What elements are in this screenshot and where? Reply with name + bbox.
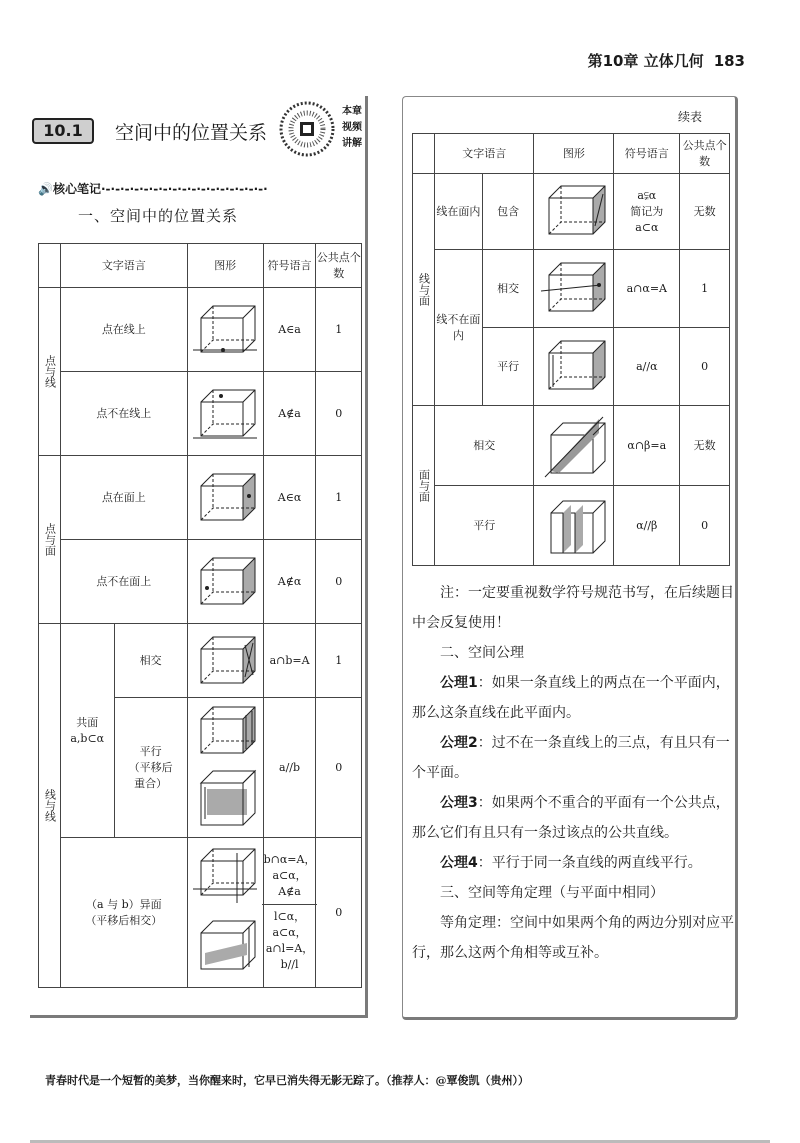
equal-angle-theorem: 等角定理：空间中如果两个角的两边分别对应平行，那么这两个角相等或互补。: [412, 915, 734, 961]
row-text: 点在线上: [60, 288, 187, 372]
heading-axioms: 二、空间公理: [440, 645, 524, 661]
cube-line-in-plane-figure: [539, 180, 609, 244]
cube-point-on-plane-figure: [191, 468, 259, 528]
figure-cell: [187, 540, 263, 624]
symbol-cell: A∈α: [263, 456, 316, 540]
group-point-plane: 点与面: [39, 456, 61, 624]
header-figure: 图形: [187, 244, 263, 288]
figure-cell: [534, 250, 614, 328]
contain-label: 包含: [482, 174, 534, 250]
left-table: [38, 243, 362, 988]
figure-cell: [534, 486, 614, 566]
count-cell: 1: [316, 456, 362, 540]
cube-lines-skew-figure: [191, 843, 259, 983]
count-cell: 无数: [680, 406, 730, 486]
planes-intersect-figure: [539, 411, 609, 481]
group-point-line: 点与线: [39, 288, 61, 456]
cube-point-off-line-figure: [191, 384, 259, 444]
section-number: 10.1: [32, 118, 94, 144]
symbol-cell: a∩α=A: [614, 250, 680, 328]
figure-cell: [187, 288, 263, 372]
figure-cell: [534, 406, 614, 486]
footer-quote: 青春时代是一个短暂的美梦，当你醒来时，它早已消失得无影无踪了。（推荐人：@覃俊凯（贵州））: [45, 1074, 529, 1087]
parallel-label: 平行 （平移后 重合）: [114, 698, 187, 838]
chapter-label: 第10章: [587, 52, 639, 70]
pp-intersect-label: 相交: [434, 406, 534, 486]
figure-cell: [187, 456, 263, 540]
symbol-cell: A∉α: [263, 540, 316, 624]
row-text: 点不在面上: [60, 540, 187, 624]
count-cell: 无数: [680, 174, 730, 250]
symbol-cell: A∉a: [263, 372, 316, 456]
in-plane-label: 线在面内: [434, 174, 482, 250]
count-cell: 1: [316, 624, 362, 698]
figure-cell: [534, 328, 614, 406]
header-count: 公共点个数: [680, 134, 730, 174]
header-figure: 图形: [534, 134, 614, 174]
count-cell: 0: [316, 838, 362, 988]
cube-line-parallel-plane-figure: [539, 335, 609, 399]
figure-cell: [187, 698, 263, 838]
cube-line-point-figure: [191, 300, 259, 360]
pp-parallel-label: 平行: [434, 486, 534, 566]
count-cell: 1: [316, 288, 362, 372]
not-in-plane-label: 线不在面内: [434, 250, 482, 406]
symbol-cell: A∈a: [263, 288, 316, 372]
heading-equal-angle: 三、空间等角定理（与平面中相同）: [440, 885, 664, 901]
axiom-1: 公理1：如果一条直线上的两点在一个平面内，那么这条直线在此平面内。: [412, 675, 730, 721]
group-line-line: 线与线: [39, 624, 61, 988]
figure-cell: [534, 174, 614, 250]
intersect-label: 相交: [482, 250, 534, 328]
planes-parallel-figure: [539, 491, 609, 561]
count-cell: 1: [680, 250, 730, 328]
symbol-cell: a//α: [614, 328, 680, 406]
row-text: 点在面上: [60, 456, 187, 540]
cube-line-intersect-plane-figure: [539, 257, 609, 321]
video-label: 本章 视频 讲解: [342, 106, 362, 149]
group-plane-plane: 面与面: [413, 406, 435, 566]
symbol-cell: a//b: [263, 698, 316, 838]
symbol-cell: α//β: [614, 486, 680, 566]
count-cell: 0: [316, 540, 362, 624]
heading-position-relations: 一、空间中的位置关系: [78, 207, 239, 225]
contain-symbol: a⫋α 简记为 a⊂α: [614, 174, 680, 250]
chapter-title: 立体几何: [643, 52, 704, 70]
axiom-3: 公理3：如果两个不重合的平面有一个公共点，那么它们有且只有一条过该点的公共直线。: [412, 795, 730, 841]
intersect-label: 相交: [114, 624, 187, 698]
page-header: [588, 50, 745, 71]
coplanar-cell: 共面 a,b⊂α: [60, 624, 114, 838]
figure-cell: [187, 838, 263, 988]
body-text: [412, 578, 737, 968]
axiom-2: 公理2：过不在一条直线上的三点，有且只有一个平面。: [412, 735, 730, 781]
skew-label: （a 与 b）异面 （平移后相交）: [60, 838, 187, 988]
axiom-4: 公理4：平行于同一条直线的两直线平行。: [440, 855, 702, 871]
count-cell: 0: [680, 328, 730, 406]
figure-cell: [187, 372, 263, 456]
cube-lines-parallel-figure: [191, 703, 259, 833]
symbol-cell: α∩β=a: [614, 406, 680, 486]
row-text: 点不在线上: [60, 372, 187, 456]
count-cell: 0: [316, 372, 362, 456]
section-title: 空间中的位置关系: [115, 122, 268, 144]
continued-label: 续表: [678, 110, 703, 124]
symbol-cell: a∩b=A: [263, 624, 316, 698]
header-symbol: 符号语言: [263, 244, 316, 288]
header-text: 文字语言: [60, 244, 187, 288]
header-text: 文字语言: [434, 134, 534, 174]
notes-label: 🔊核心笔记·-·-·-·-·-·-·-·-·-·-·-·-·-·-·-·-·-·: [38, 182, 268, 196]
note-paragraph: 注：一定要重视数学符号规范书写，在后续题目中会反复使用！: [412, 585, 734, 631]
header-symbol: 符号语言: [614, 134, 680, 174]
qr-code-icon[interactable]: [278, 100, 336, 158]
count-cell: 0: [316, 698, 362, 838]
skew-symbol-cell: b∩α=A， a⊂α， A∉a l⊂α， a⊂α， a∩l=A， b//l: [263, 838, 316, 988]
cube-point-off-plane-figure: [191, 552, 259, 612]
header-count: 公共点个数: [316, 244, 362, 288]
count-cell: 0: [680, 486, 730, 566]
page-number: 183: [713, 52, 745, 70]
figure-cell: [187, 624, 263, 698]
cube-lines-intersect-figure: [191, 631, 259, 691]
right-table: [412, 133, 730, 566]
group-line-plane: 线与面: [413, 174, 435, 406]
parallel-label: 平行: [482, 328, 534, 406]
